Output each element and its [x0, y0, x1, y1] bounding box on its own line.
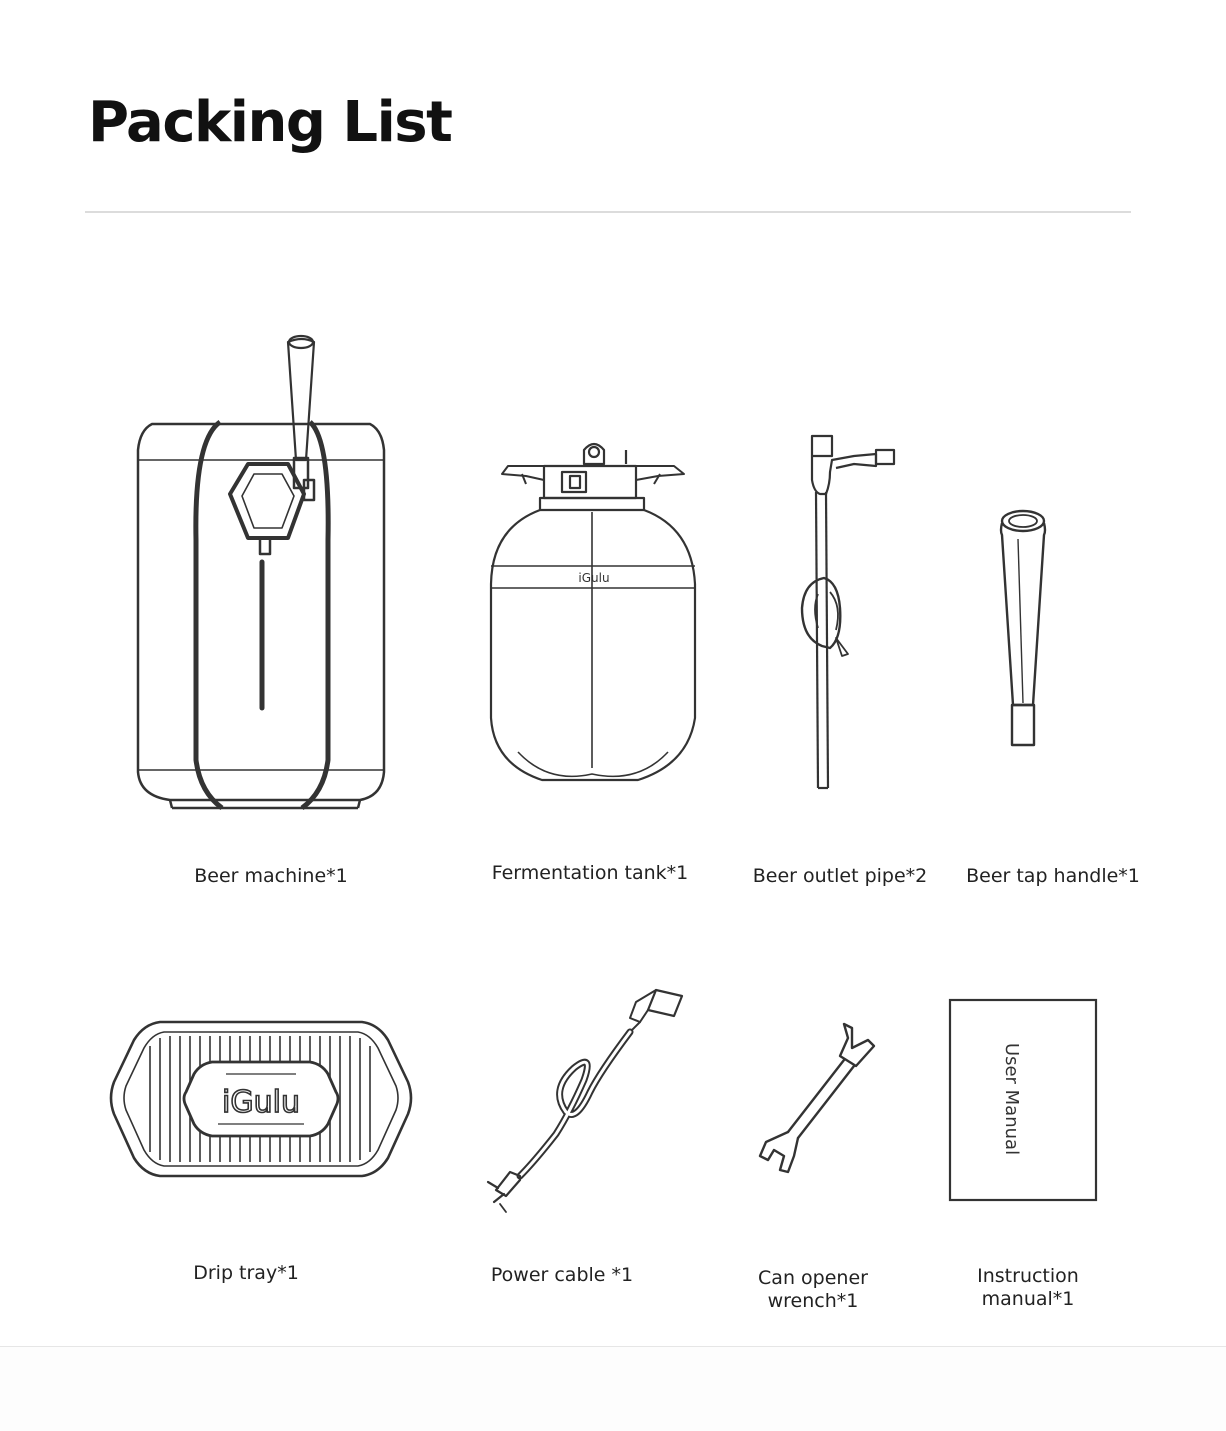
- instruction-manual-label: [928, 1265, 1128, 1311]
- beer-tap-handle-icon: [996, 505, 1052, 751]
- beer-outlet-pipe-icon: [796, 432, 900, 794]
- power-cable-icon: [480, 982, 690, 1218]
- manual-icon: [948, 998, 1098, 1202]
- beer-tap-handle-label: Beer tap handle*1: [966, 865, 1140, 887]
- instruction-manual-label-line2: manual*1: [981, 1288, 1075, 1310]
- can-opener-wrench-label-line1: Can opener: [758, 1267, 868, 1289]
- header-divider: [85, 211, 1131, 213]
- beer-machine-icon: [130, 330, 400, 815]
- fermentation-tank-label: Fermentation tank*1: [491, 862, 689, 884]
- fermentation-tank-icon: [488, 436, 700, 786]
- wrench-icon: [752, 1020, 882, 1180]
- drip-tray-icon: [108, 1018, 414, 1180]
- manual-cover-text: User Manual: [1001, 1042, 1022, 1156]
- power-cable-label: Power cable *1: [490, 1264, 634, 1286]
- beer-outlet-pipe-label: Beer outlet pipe*2: [752, 865, 928, 887]
- can-opener-wrench-label-line2: wrench*1: [767, 1290, 859, 1312]
- tank-brand-text: iGulu: [578, 571, 610, 585]
- drip-tray-brand-text: iGulu: [222, 1085, 300, 1120]
- can-opener-wrench-label: [713, 1267, 913, 1313]
- footer-area: [0, 1347, 1226, 1431]
- beer-machine-label: Beer machine*1: [194, 865, 348, 887]
- page-title: Packing List: [88, 90, 452, 155]
- drip-tray-label: Drip tray*1: [193, 1262, 299, 1284]
- instruction-manual-label-line1: Instruction: [977, 1265, 1079, 1287]
